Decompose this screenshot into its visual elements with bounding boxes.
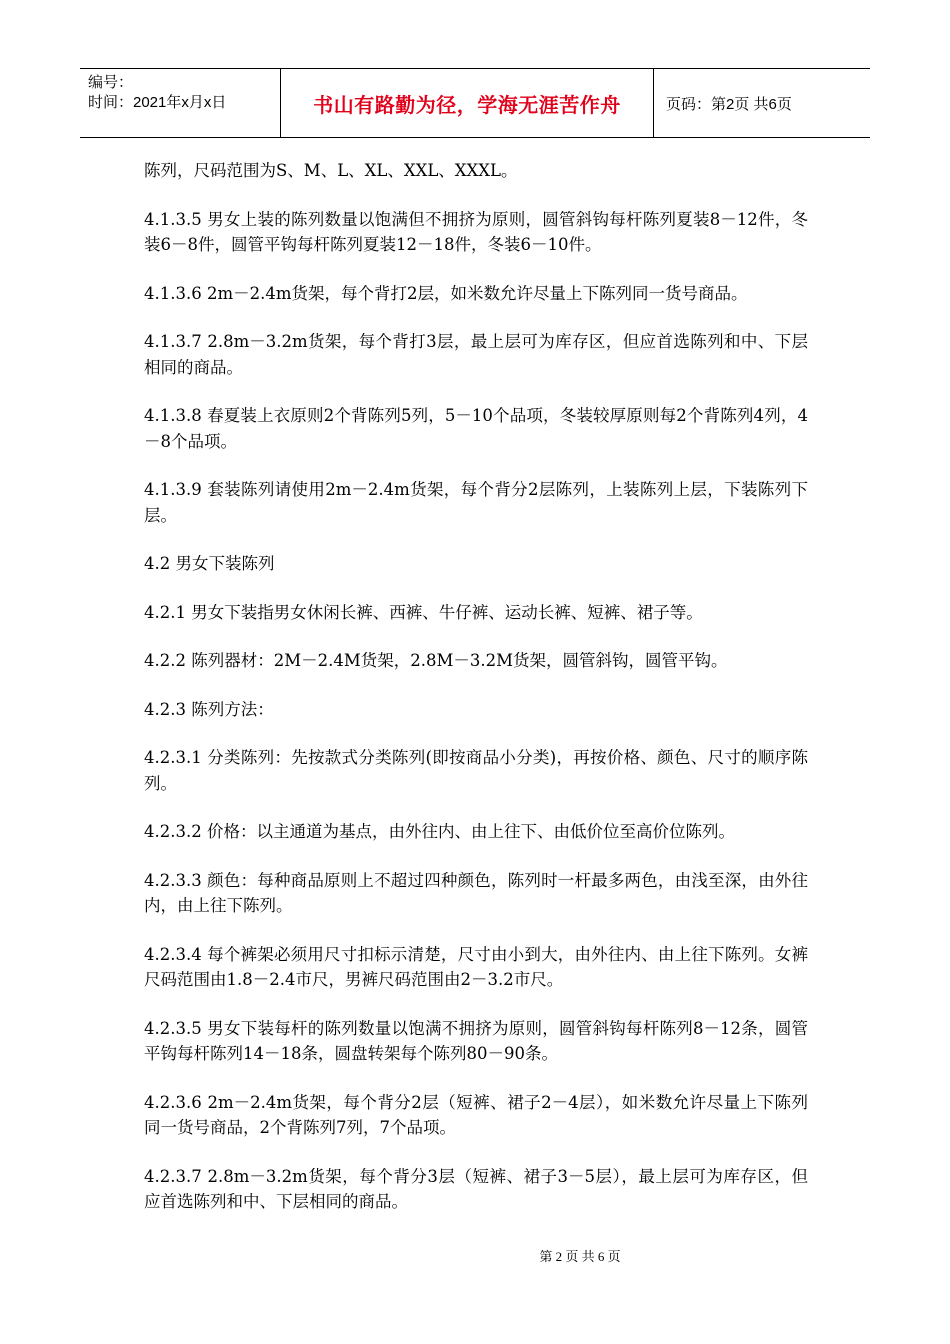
- paragraph: 4.1.3.5 男女上装的陈列数量以饱满但不拥挤为原则，圆管斜钩每杆陈列夏装8－12件，冬装6－8件，圆管平钩每杆陈列夏装12－18件，冬装6－10件。: [144, 209, 808, 254]
- header-meta: [80, 69, 281, 137]
- header-page-number: 页码：第2页 共6页: [666, 95, 792, 113]
- paragraph: 4.1.3.9 套装陈列请使用2m－2.4m货架，每个背分2层陈列，上装陈列上层，下装陈列下层。: [144, 480, 808, 525]
- paragraph: 4.2.3.6 2m－2.4m货架，每个背分2层（短裤、裙子2－4层），如米数允许尽量上下陈列同一货号商品，2个背陈列7列，7个品项。: [144, 1092, 808, 1137]
- header-number: 编号：: [88, 74, 134, 91]
- paragraph: 4.2.3.5 男女下装每杆的陈列数量以饱满不拥挤为原则，圆管斜钩每杆陈列8－12条，圆管平钩每杆陈列14－18条，圆盘转架每个陈列80－90条。: [144, 1018, 808, 1063]
- paragraph: 陈列，尺码范围为S、M、L、XL、XXL、XXXL。: [144, 161, 518, 180]
- paragraph: 4.1.3.8 春夏装上衣原则2个背陈列5列，5－10个品项，冬装较厚原则每2个背陈列4列，4－8个品项。: [144, 406, 808, 451]
- paragraph: 4.2.3.7 2.8m－3.2m货架，每个背分3层（短裤、裙子3－5层），最上层可为库存区，但应首选陈列和中、下层相同的商品。: [144, 1166, 808, 1211]
- paragraph: 4.2.1 男女下装指男女休闲长裤、西裤、牛仔裤、运动长裤、短裤、裙子等。: [144, 602, 703, 622]
- paragraph: 4.2.3.2 价格：以主通道为基点，由外往内、由上往下、由低价位至高价位陈列。: [144, 822, 735, 841]
- paragraph: 4.1.3.6 2m－2.4m货架，每个背打2层，如米数允许尽量上下陈列同一货号商品。: [144, 283, 748, 303]
- section-heading: 4.2 男女下装陈列: [144, 554, 275, 573]
- page-footer: 第 2 页 共 6 页: [539, 1249, 621, 1264]
- paragraph: 4.2.3.4 每个裤架必须用尺寸扣标示清楚，尺寸由小到大，由外往内、由上往下陈列。女裤尺码范围由1.8－2.4市尺，男裤尺码范围由2－3.2市尺。: [144, 944, 808, 989]
- page-header: [80, 68, 870, 138]
- header-slogan: 书山有路勤为径，学海无涯苦作舟: [281, 69, 654, 137]
- paragraph: 4.2.3 陈列方法：: [144, 699, 274, 719]
- paragraph: 4.2.3.3 颜色：每种商品原则上不超过四种颜色，陈列时一杆最多两色，由浅至深，由外往内，由上往下陈列。: [144, 870, 808, 915]
- header-time: 时间：2021年x月x日: [88, 94, 227, 111]
- document-body: [144, 158, 808, 1238]
- paragraph: 4.2.3.1 分类陈列：先按款式分类陈列(即按商品小分类)，再按价格、颜色、尺寸的顺序陈列。: [144, 748, 808, 793]
- paragraph: 4.2.2 陈列器材：2M－2.4M货架，2.8M－3.2M货架，圆管斜钩，圆管平钩。: [144, 651, 728, 670]
- paragraph: 4.1.3.7 2.8m－3.2m货架，每个背打3层，最上层可为库存区，但应首选陈列和中、下层相同的商品。: [144, 332, 808, 377]
